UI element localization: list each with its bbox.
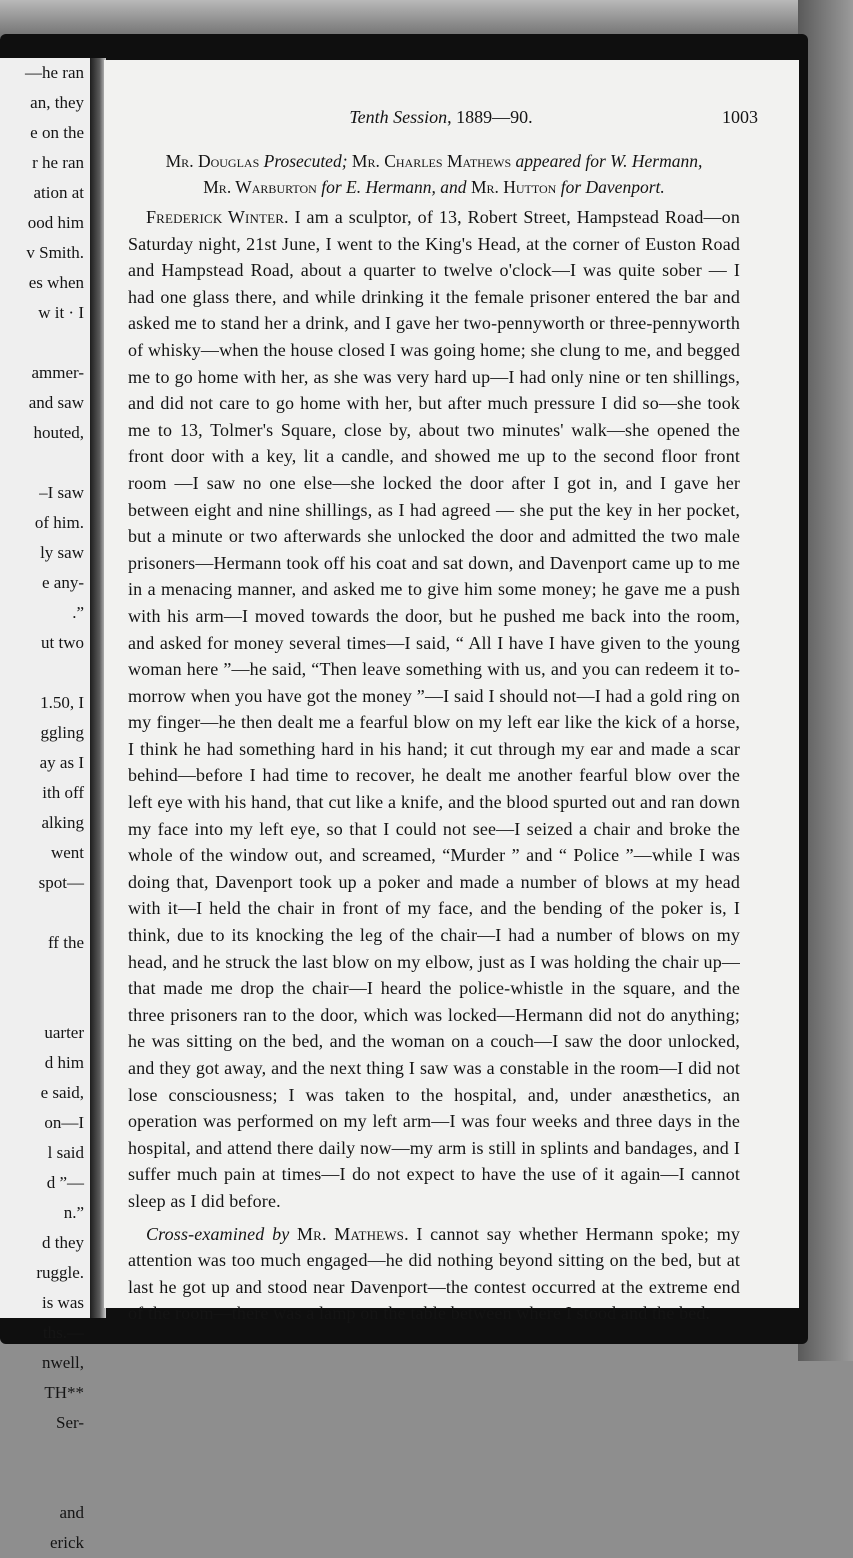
- left-page-line: on—I: [44, 1113, 84, 1132]
- left-page-line: d him: [44, 1053, 84, 1072]
- left-page-line: spot—: [38, 873, 84, 892]
- session-years: , 1889—90.: [447, 107, 533, 127]
- left-page-lines: [0, 58, 92, 1558]
- left-page-line: [0, 328, 92, 358]
- left-page-line: and saw: [28, 393, 84, 412]
- for-e-hermann-label: for E. Hermann, and: [316, 177, 471, 197]
- cross-counsel: Mr. Mathews.: [297, 1223, 409, 1244]
- left-page-line: an, they: [30, 93, 84, 112]
- counsel-line-2: [128, 174, 740, 200]
- left-page-line: alking: [41, 813, 84, 832]
- defence-counsel-1: Mr. Charles Mathews: [351, 151, 512, 171]
- left-page-line: d they: [41, 1233, 84, 1252]
- defence-counsel-3: Mr. Hutton: [470, 177, 557, 197]
- left-page-line: ith off: [42, 783, 84, 802]
- prosecutor-name: Mr. Douglas: [165, 151, 260, 171]
- left-page-line: ff the: [47, 933, 84, 952]
- right-page: [104, 60, 799, 1324]
- left-page-line: [0, 988, 92, 1018]
- witness-name: Frederick Winter.: [146, 207, 289, 227]
- left-page-line: –I saw: [39, 483, 84, 502]
- left-page-line: of him.: [34, 513, 84, 532]
- prosecuted-label: Prosecuted;: [259, 151, 352, 171]
- left-page-line: [0, 1468, 92, 1498]
- appeared-for-label: appeared for W. Hermann,: [511, 151, 703, 171]
- left-page-line: e said,: [40, 1083, 84, 1102]
- left-page-line: houted,: [33, 423, 84, 442]
- left-page-line: Ser-: [56, 1413, 84, 1432]
- left-page-line: .”: [72, 603, 84, 622]
- left-page-line: n.”: [63, 1203, 84, 1222]
- left-page-line: and: [59, 1503, 84, 1522]
- left-page-line: went: [50, 843, 84, 862]
- testimony-text: I am a sculptor, of 13, Robert Street, Hampstead Road—on Saturday night, 21st June, I went to the King's Head, at the corner of Euston Road and Hampstead Road, about a quarter to twelve o'clock—I was quite sober — I had one glass there, and while drinking it the female prisoner entered the bar and asked me to stand her a drink, and I gave her two-pennyworth or three-pennyworth of whisky—when the house closed I was going home; she clung to me, and begged me to go home with her, as she was very hard up—I had only nine or ten shillings, and did not care to go home with her, but after much pressure I did so—she took me to 13, Tolmer's Square, close by, about two minutes' walk—she opened the front door with a key, lit a candle, and showed me up to the second floor front room —I saw no one else—she locked the door after I got in, and I gave her between eight and nine shillings, as I had agreed — she put the key in her pocket, but a minute or two afterwards she unlocked the door and admitted the two male prisoners—Hermann took off his coat and sat down, and Davenport came up to me in a menacing manner, and asked me to give him some money; he gave me a push with his arm—I moved towards the door, but he pushed me back into the room, and asked for money several times—I said, “ All I have I have given to the young woman here ”—he said, “Then leave something with us, and you can redeem it to-morrow when you have got the money ”—I said I should not—I had a gold ring on my finger—he then dealt me a fearful blow on my left ear like the kick of a horse, I think he had something hard in his hand; it cut through my ear and made a scar behind—before I had time to recover, he dealt me another fearful blow over the left eye with his hand, that cut like a knife, and the blood spurted out and ran down my face into my left eye, so that I could not see—I seized a chair and broke the whole of the window out, and screamed, “Murder ” and “ Police ”—while I was doing that, Davenport took up a poker and made a number of blows at my head with it—I held the chair in front of my face, and the bending of the poker is, I think, due to its knocking the leg of the chair—I had a number of blows on my head, and he struck the last blow on my elbow, just as I was holding the chair up—that made me drop the chair—I heard the police-whistle in the square, and the three prisoners ran to the door, which was locked—Hermann did not do anything; he was sitting on the bed, and the woman on a couch—I saw the door unlocked, and they got away, and the next thing I saw was a constable in the room—I did not lose consciousness; I was taken to the hospital, and, under anæsthetics, an operation was performed on my left arm—I was four weeks and three days in the hospital, and attend there daily now—my arm is still in splints and bandages, and I suffer much pain at times—I do not expect to have the use of it again—I cannot sleep as I did before.: [128, 207, 740, 1211]
- left-page-line: is was: [41, 1293, 84, 1312]
- left-page-line: l said: [47, 1143, 84, 1162]
- witness-testimony: [128, 204, 740, 1215]
- cross-text: I cannot say whether Hermann spoke; my attention was too much engaged—he did nothing beyond sitting on the bed, but at last he got up and stood near Davenport—the contest occurred at the extreme end of the room—there was a lamp on the table between where I stood and the bed.: [128, 1223, 740, 1324]
- left-page-line: TH**: [44, 1383, 84, 1402]
- left-page-line: [0, 658, 92, 688]
- left-page-line: [0, 898, 92, 928]
- left-page-line: ation at: [33, 183, 84, 202]
- counsel-line-1: [128, 148, 740, 174]
- left-page-line: ammer-: [31, 363, 84, 382]
- left-page-line: ay as I: [39, 753, 84, 772]
- for-davenport-label: for Davenport.: [556, 177, 665, 197]
- counsel-heading: [128, 148, 740, 200]
- page-content: [128, 104, 758, 1327]
- left-page-line: e on the: [30, 123, 84, 142]
- left-page-line: w it · I: [38, 303, 84, 322]
- left-page-line: r he ran: [32, 153, 84, 172]
- running-title-block: [349, 107, 532, 127]
- left-page-line: ruggle.: [36, 1263, 84, 1282]
- running-header: [142, 104, 758, 130]
- left-page-line: es when: [28, 273, 84, 292]
- left-page-line: 1.50, I: [40, 693, 84, 712]
- left-page-line: —he ran: [24, 63, 84, 82]
- defence-counsel-2: Mr. Warburton: [203, 177, 317, 197]
- running-title: Tenth Session: [349, 107, 448, 127]
- left-page-line: uarter: [44, 1023, 84, 1042]
- left-page-line: v Smith.: [26, 243, 84, 262]
- cross-examined-label: Cross-examined by: [146, 1223, 290, 1244]
- left-page-line: ggling: [40, 723, 84, 742]
- left-page-line: d ”—: [46, 1173, 84, 1192]
- page-number: 1003: [722, 107, 758, 127]
- left-page-line: [0, 1438, 92, 1468]
- left-page-line: ut two: [41, 633, 84, 652]
- left-page-line: e any-: [41, 573, 84, 592]
- cross-examination: [128, 1221, 740, 1327]
- left-page-line: [0, 958, 92, 988]
- left-page-line: erick: [50, 1533, 84, 1552]
- left-page-line: ood him: [27, 213, 84, 232]
- left-page-line: ths.—: [42, 1323, 84, 1342]
- left-page-fragment: [0, 58, 92, 1552]
- left-page-line: ly saw: [40, 543, 84, 562]
- left-page-line: nwell,: [41, 1353, 84, 1372]
- scan-top-edge: [0, 0, 853, 38]
- left-page-line: [0, 448, 92, 478]
